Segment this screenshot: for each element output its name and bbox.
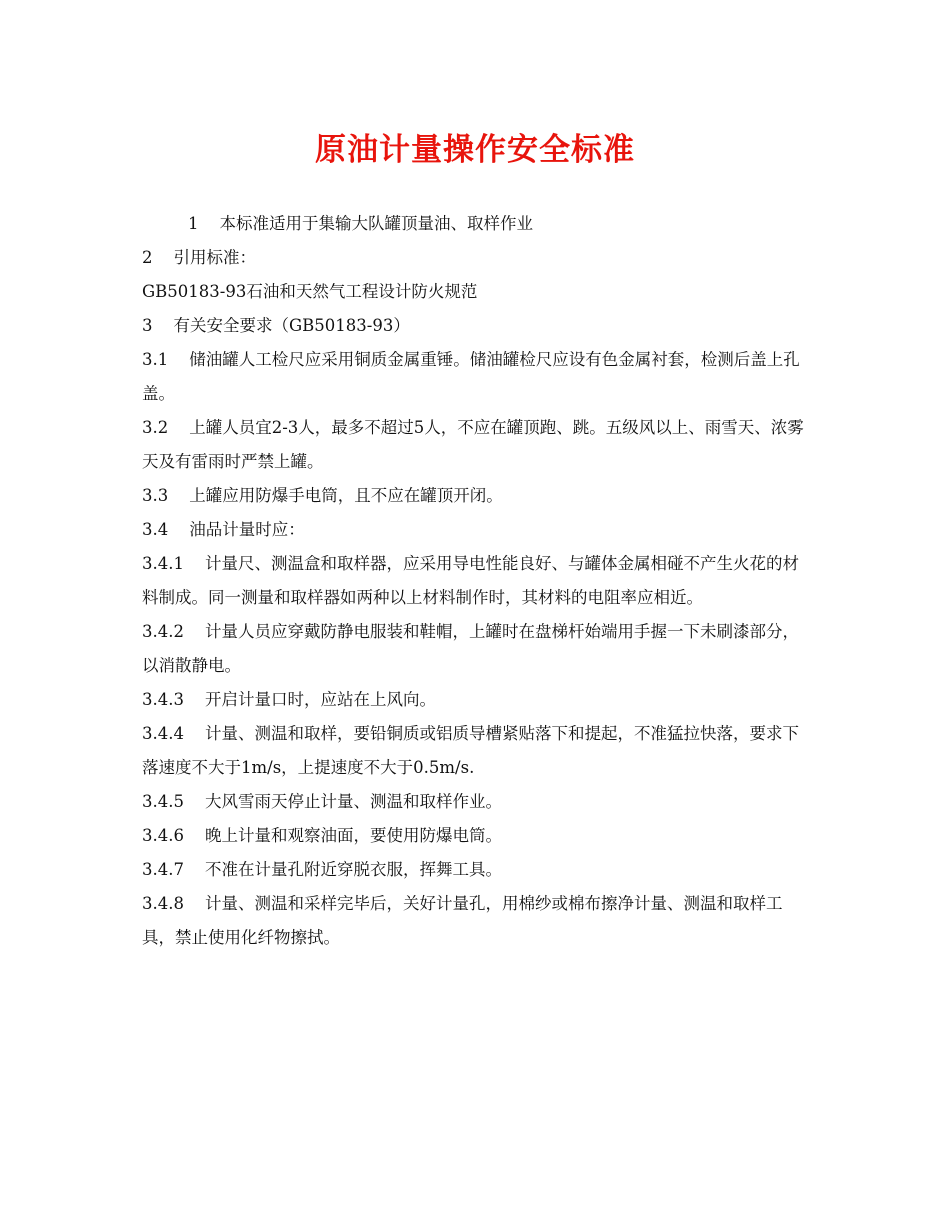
paragraph-15: 3.4.7 不准在计量孔附近穿脱衣服，挥舞工具。 [142,860,502,879]
paragraph-14: 3.4.6 晚上计量和观察油面，要使用防爆电筒。 [142,826,502,845]
paragraph-8: 3.4 油品计量时应： [142,520,305,539]
paragraph-10: 3.4.2 计量人员应穿戴防静电服装和鞋帽，上罐时在盘梯杆始端用手握一下未刷漆部分，以消散静电。 [142,622,799,675]
paragraph-11: 3.4.3 开启计量口时，应站在上风向。 [142,690,436,709]
paragraph-7: 3.3 上罐应用防爆手电筒，且不应在罐顶开闭。 [142,486,503,505]
paragraph-2: 2 引用标准： [142,248,256,267]
document-title: 原油计量操作安全标准 [315,132,635,168]
paragraph-6: 3.2 上罐人员宜2-3人，最多不超过5人，不应在罐顶跑、跳。五级风以上、雨雪天、浓雾天及有雷雨时严禁上罐。 [142,418,804,471]
paragraph-16: 3.4.8 计量、测温和采样完毕后，关好计量孔，用棉纱或棉布擦净计量、测温和取样工具，禁止使用化纤物擦拭。 [142,894,783,947]
paragraph-3: GB50183-93石油和天然气工程设计防火规范 [142,282,478,301]
paragraph-4: 3 有关安全要求（GB50183-93） [142,316,410,335]
paragraph-5: 3.1 储油罐人工检尺应采用铜质金属重锤。储油罐检尺应设有色金属衬套，检测后盖上孔盖。 [142,350,800,403]
paragraph-9: 3.4.1 计量尺、测温盒和取样器，应采用导电性能良好、与罐体金属相碰不产生火花的材料制成。同一测量和取样器如两种以上材料制作时，其材料的电阻率应相近。 [142,554,799,607]
paragraph-12: 3.4.4 计量、测温和取样，要铅铜质或铝质导槽紧贴落下和提起，不准猛拉快落，要求下落速度不大于1m/s，上提速度不大于0.5m/s. [142,724,799,777]
document-body [142,207,812,955]
paragraph-13: 3.4.5 大风雪雨天停止计量、测温和取样作业。 [142,792,502,811]
paragraph-1: 1 本标准适用于集输大队罐顶量油、取样作业 [188,214,533,233]
